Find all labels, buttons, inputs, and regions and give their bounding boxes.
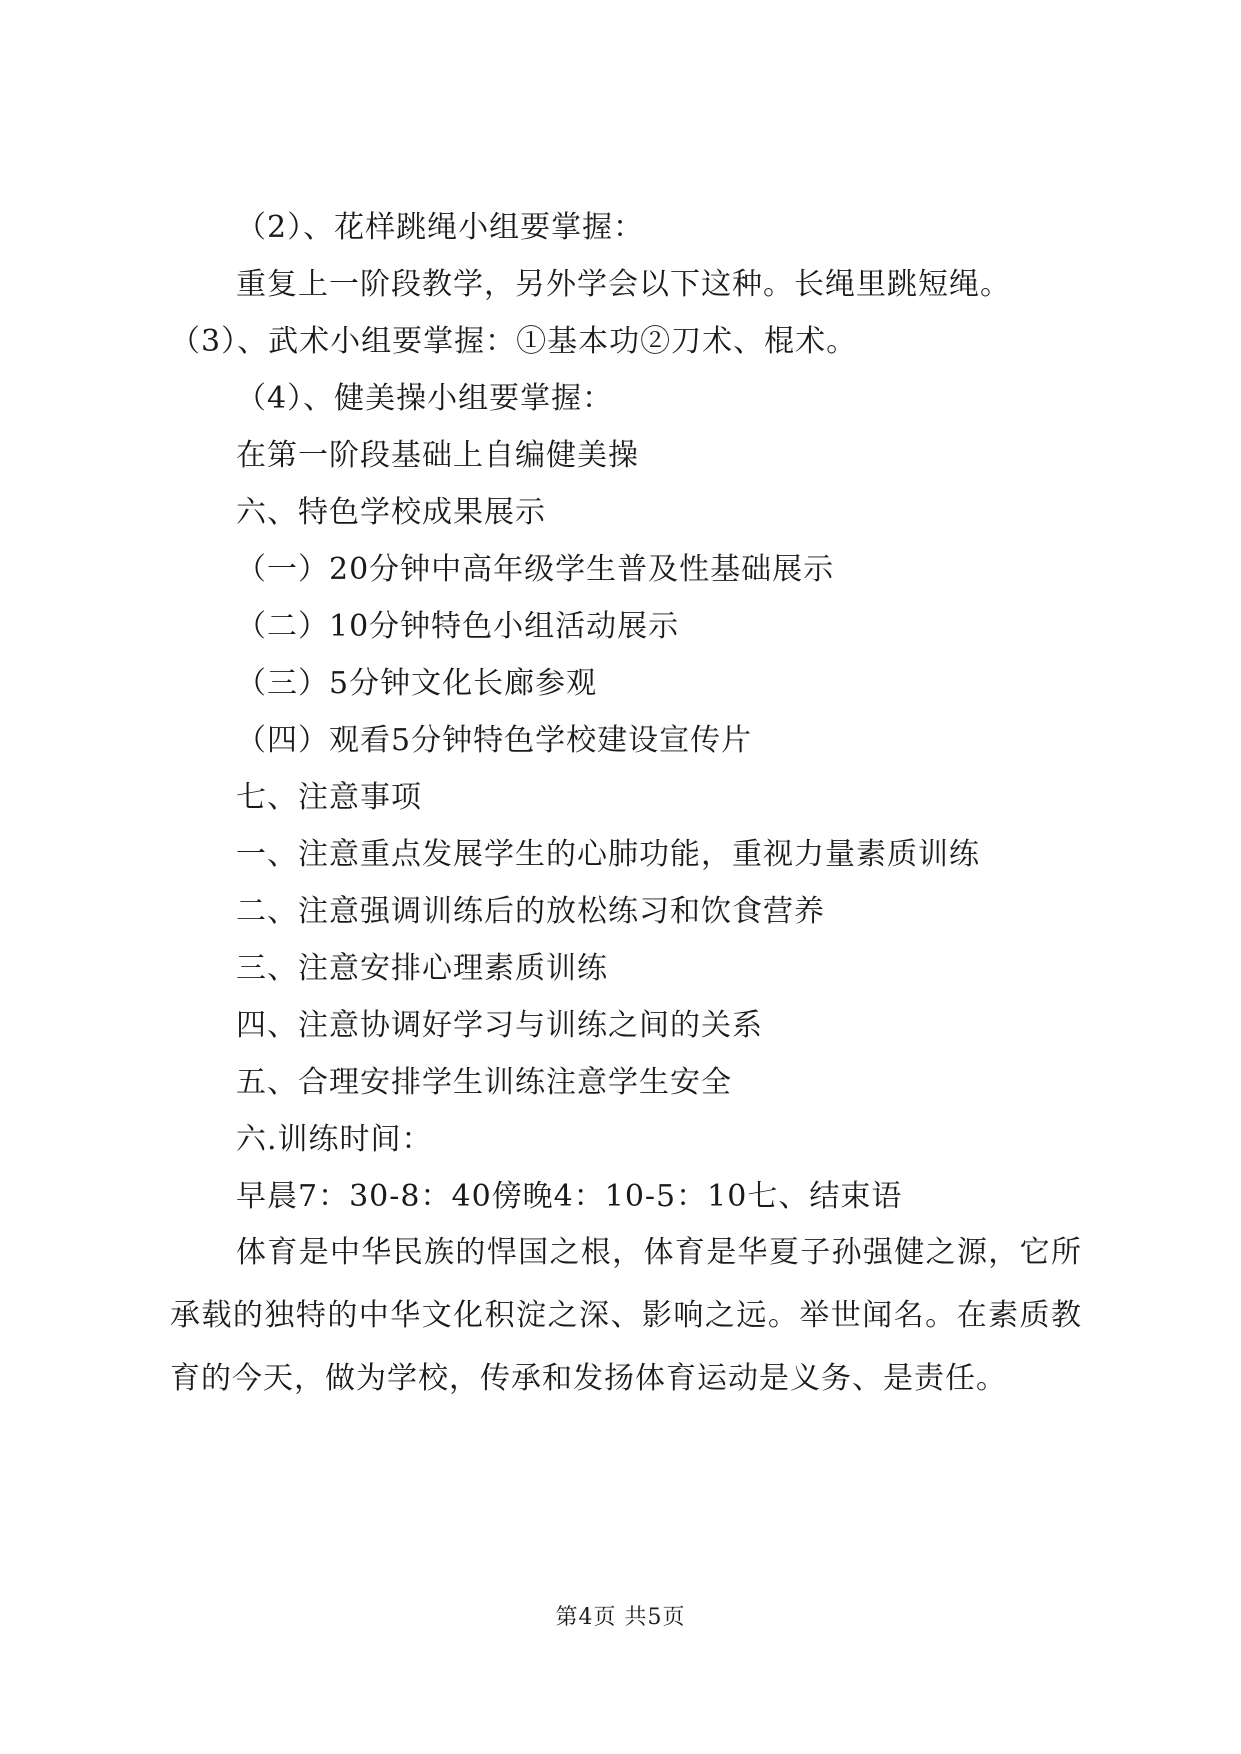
item-jump-rope-group: （2）、花样跳绳小组要掌握： [236, 210, 645, 245]
note-item-4: 四、注意协调好学习与训练之间的关系 [236, 1008, 763, 1043]
showcase-item-4: （四）观看5分钟特色学校建设宣传片 [236, 723, 753, 758]
item-aerobics-group: （4）、健美操小组要掌握： [236, 381, 614, 416]
closing-paragraph: 体育是中华民族的悍国之根，体育是华夏子孙强健之源，它所承载的独特的中华文化积淀之深、影响之远。举世闻名。在素质教育的今天，做为学校，传承和发扬体育运动是义务、是责任。 [170, 1235, 1082, 1396]
note-item-5: 五、合理安排学生训练注意学生安全 [236, 1065, 732, 1100]
item-jump-rope-content: 重复上一阶段教学，另外学会以下这种。长绳里跳短绳。 [236, 267, 1011, 302]
showcase-item-2: （二）10分钟特色小组活动展示 [236, 609, 680, 644]
note-item-3: 三、注意安排心理素质训练 [236, 951, 608, 986]
note-item-2: 二、注意强调训练后的放松练习和饮食营养 [236, 894, 825, 929]
section-heading-showcase: 六、特色学校成果展示 [236, 495, 546, 530]
showcase-item-3: （三）5分钟文化长廊参观 [236, 666, 598, 701]
page-footer: 第4页 共5页 [555, 1605, 686, 1630]
item-aerobics-content: 在第一阶段基础上自编健美操 [236, 438, 639, 473]
note-item-1: 一、注意重点发展学生的心肺功能，重视力量素质训练 [236, 837, 980, 872]
training-time-content: 早晨7：30-8：40傍晚4：10-5：10七、结束语 [236, 1179, 903, 1214]
training-time-heading: 六.训练时间： [236, 1122, 433, 1157]
item-martial-arts-group: （3）、武术小组要掌握：①基本功②刀术、棍术。 [170, 324, 858, 359]
showcase-item-1: （一）20分钟中高年级学生普及性基础展示 [236, 552, 835, 587]
section-heading-notes: 七、注意事项 [236, 780, 422, 815]
